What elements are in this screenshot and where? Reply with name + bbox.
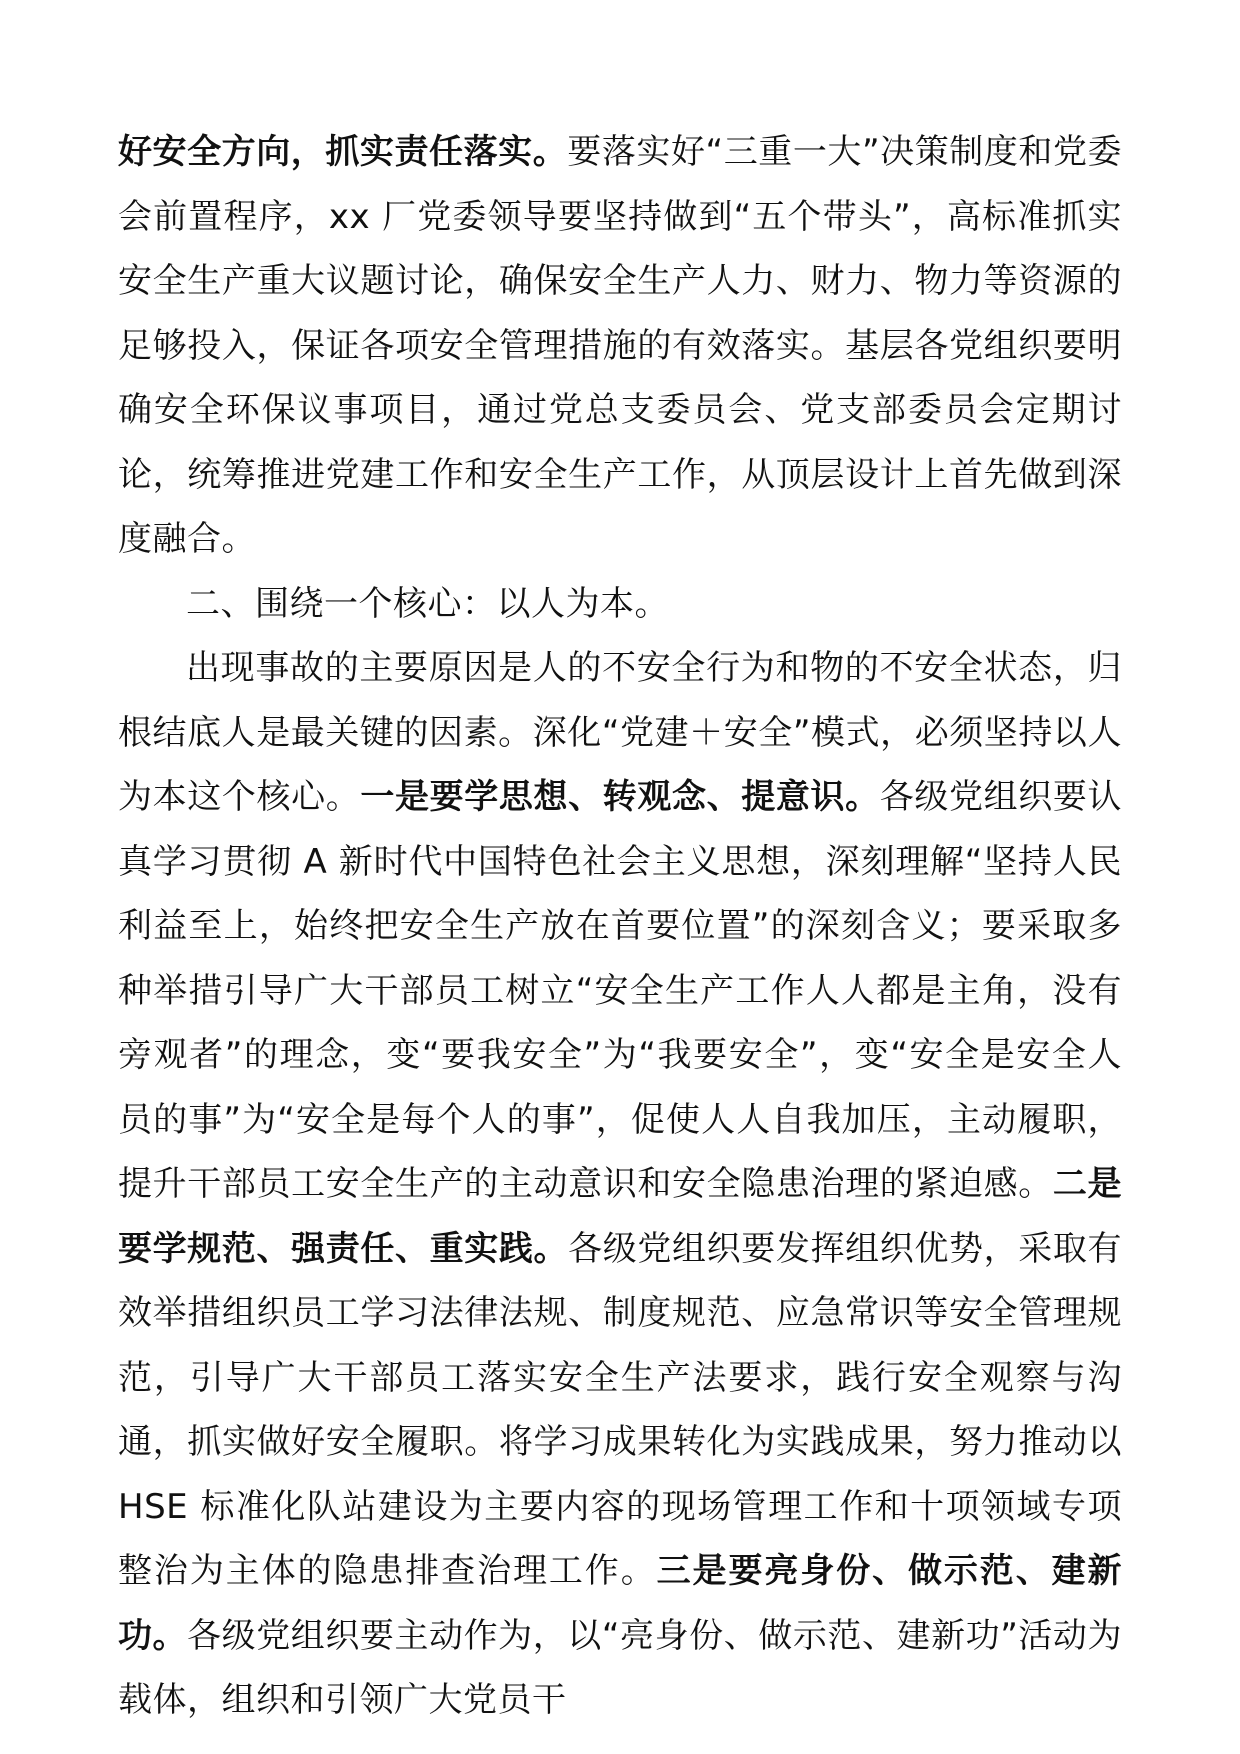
body-text-run: 各级党组织要认真学习贯彻 A 新时代中国特色社会主义思想，深刻理解“坚持人民利益至上，始终把安全生产放在首要位置”的深刻含义；要采取多种举措引导广大干部员工树立“安全生产工作人人都是主角，没有旁观者”的理念，变“要我安全”为“我要安全”，变“安全是安全人员的事”为“安全是每个人的事”，促使人人自我加压，主动履职，提升干部员工安全生产的主动意识和安全隐患治理的紧迫感。 — [118, 777, 1122, 1204]
document-body — [118, 120, 1122, 1733]
bold-heading-run: 好安全方向，抓实责任落实。 — [118, 132, 568, 172]
bold-point-one: 一是要学思想、转观念、提意识。 — [360, 777, 880, 817]
paragraph-people-oriented — [118, 636, 1122, 1733]
body-text-run: 要落实好“三重一大”决策制度和党委会前置程序，xx 厂党委领导要坚持做到“五个带头”，高标准抓实安全生产重大议题讨论，确保安全生产人力、财力、物力等资源的足够投入，保证各项安全管理措施的有效落实。基层各党组织要明确安全环保议事项目，通过党总支委员会、党支部委员会定期讨论，统筹推进党建工作和安全生产工作，从顶层设计上首先做到深度融合。 — [118, 132, 1122, 559]
section-heading-text: 二、围绕一个核心：以人为本。 — [186, 583, 669, 624]
paragraph-responsibility — [118, 120, 1122, 572]
section-heading — [118, 572, 1122, 637]
body-text-run: 各级党组织要发挥组织优势，采取有效举措组织员工学习法律法规、制度规范、应急常识等安全管理规范，引导广大干部员工落实安全生产法要求，践行安全观察与沟通，抓实做好安全履职。将学习成果转化为实践成果，努力推动以 HSE 标准化队站建设为主要内容的现场管理工作和十项领域专项整治为主体的隐患排查治理工作。 — [118, 1228, 1122, 1591]
body-text-run: 出现事故的主要原因是人的不安全行为和物的不安全状态，归根结底人是最关键的因素。深化“党建＋安全”模式，必须坚持以人为本这个核心。 — [118, 648, 1122, 817]
bold-point-two: 二是要学规范、强责任、重实践。 — [118, 1164, 1122, 1269]
bold-point-three: 三是要亮身份、做示范、建新功。 — [118, 1551, 1123, 1656]
body-text-run: 各级党组织要主动作为，以“亮身份、做示范、建新功”活动为载体，组织和引领广大党员干 — [118, 1615, 1122, 1720]
